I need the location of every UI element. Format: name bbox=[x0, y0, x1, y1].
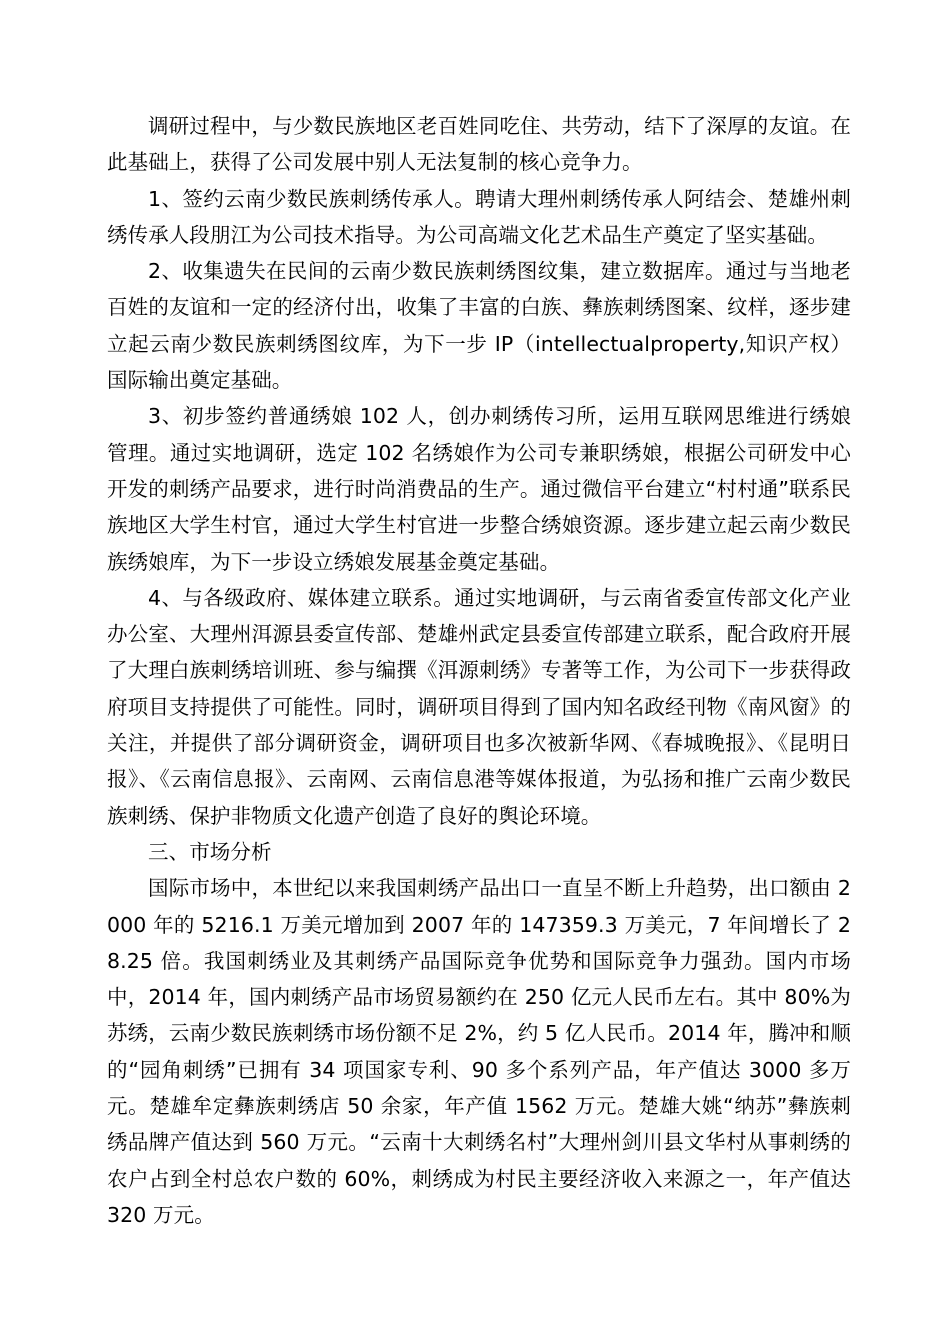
document-page bbox=[107, 108, 851, 1233]
paragraph-inheritors: 1、签约云南少数民族刺绣传承人。聘请大理州刺绣传承人阿结会、楚雄州刺绣传承人段朋江为公司技术指导。为公司高端文化艺术品生产奠定了坚实基础。 bbox=[107, 186, 851, 247]
paragraph-pattern-database: 2、收集遗失在民间的云南少数民族刺绣图纹集，建立数据库。通过与当地老百姓的友谊和一定的经济付出，收集了丰富的白族、彝族刺绣图案、纹样，逐步建立起云南少数民族刺绣图纹库，为下一步 IP（intellectualproperty,知识产权）国际输出奠定基础。 bbox=[107, 259, 851, 393]
section-heading-market-analysis: 三、市场分析 bbox=[148, 839, 272, 864]
paragraph-research-friendship: 调研过程中，与少数民族地区老百姓同吃住、共劳动，结下了深厚的友谊。在此基础上，获得了公司发展中别人无法复制的核心竞争力。 bbox=[107, 114, 851, 175]
paragraph-embroiderers: 3、初步签约普通绣娘 102 人，创办刺绣传习所，运用互联网思维进行绣娘管理。通过实地调研，选定 102 名绣娘作为公司专兼职绣娘，根据公司研发中心开发的刺绣产品要求，进行时尚消费品的生产。通过微信平台建立“村村通”联系民族地区大学生村官，通过大学生村官进一步整合绣娘资源。逐步建立起云南少数民族绣娘库，为下一步设立绣娘发展基金奠定基础。 bbox=[107, 404, 851, 574]
paragraph-market-analysis: 国际市场中，本世纪以来我国刺绣产品出口一直呈不断上升趋势，出口额由 2000 年的 5216.1 万美元增加到 2007 年的 147359.3 万美元，7 年间增长了 28.25 倍。我国刺绣业及其刺绣产品国际竞争优势和国际竞争力强劲。国内市场中，2014 年，国内刺绣产品市场贸易额约在 250 亿元人民币左右。其中 80%为苏绣，云南少数民族刺绣市场份额不足 2%，约 5 亿人民币。2014 年，腾冲和顺的“园角刺绣”已拥有 34 项国家专利、90 多个系列产品，年产值达 3000 多万元。楚雄牟定彝族刺绣店 50 余家，年产值 1562 万元。楚雄大姚“纳苏”彝族刺绣品牌产值达到 560 万元。“云南十大刺绣名村”大理州剑川县文华村从事刺绣的农户占到全村总农户数的 60%，刺绣成为村民主要经济收入来源之一，年产值达 320 万元。 bbox=[107, 876, 851, 1227]
paragraph-government-media: 4、与各级政府、媒体建立联系。通过实地调研，与云南省委宣传部文化产业办公室、大理州洱源县委宣传部、楚雄州武定县委宣传部建立联系，配合政府开展了大理白族刺绣培训班、参与编撰《洱源刺绣》专著等工作，为公司下一步获得政府项目支持提供了可能性。同时，调研项目得到了国内知名政经刊物《南风窗》的关注，并提供了部分调研资金，调研项目也多次被新华网、《春城晚报》、《昆明日报》、《云南信息报》、云南网、云南信息港等媒体报道，为弘扬和推广云南少数民族刺绣、保护非物质文化遗产创造了良好的舆论环境。 bbox=[107, 585, 851, 828]
